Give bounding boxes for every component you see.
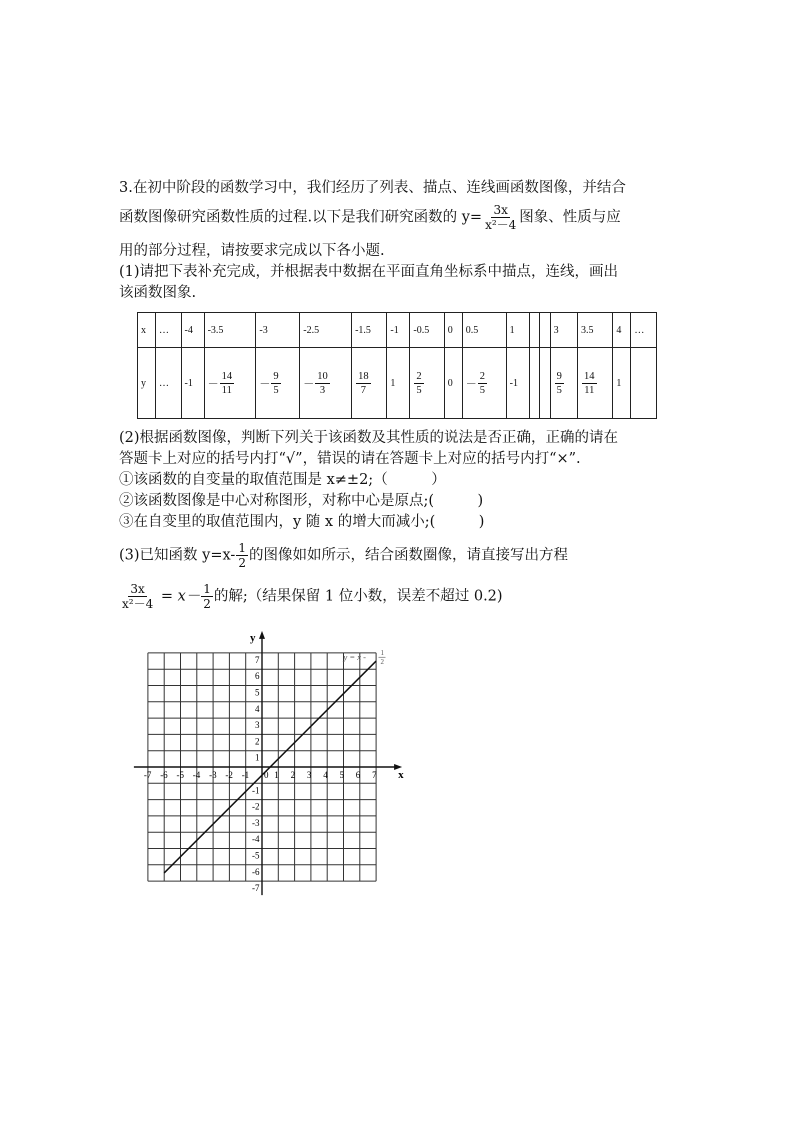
cell-fraction-num: 18 xyxy=(358,370,369,382)
x-tick-label: -3 xyxy=(209,770,217,780)
table-cell-x: -3.5 xyxy=(204,313,256,348)
y-axis-label: y xyxy=(250,631,256,644)
y-tick-label: -3 xyxy=(252,817,260,828)
part2-line2: 答题卡上对应的括号内打“√”，错误的请在答题卡上对应的括号内打“×”. xyxy=(119,451,581,467)
table-cell-x: -0.5 xyxy=(410,313,444,348)
minus-sign: － xyxy=(303,378,315,390)
x-axis-label: x xyxy=(398,769,404,781)
table-cell-y: -1 xyxy=(181,348,204,419)
y-tick-label: 5 xyxy=(255,687,260,698)
half-num: 1 xyxy=(238,541,246,555)
x-tick-label: -6 xyxy=(160,770,168,780)
cell-fraction-num: 14 xyxy=(221,370,233,382)
y-tick-label: -1 xyxy=(252,785,260,796)
cell-fraction-num: 9 xyxy=(273,370,279,382)
minus-sign: － xyxy=(259,378,271,390)
x-tick-label: -1 xyxy=(241,770,250,780)
eq-den: x²－4 xyxy=(122,597,154,611)
y-tick-label: -7 xyxy=(252,883,260,894)
table-cell-x: 3 xyxy=(550,313,577,348)
cell-fraction-den: 5 xyxy=(479,384,485,396)
cell-fraction-den: 5 xyxy=(273,384,279,396)
y-tick-label: 4 xyxy=(255,703,260,714)
half-den: 2 xyxy=(238,556,246,570)
cell-fraction-num: 9 xyxy=(556,370,562,382)
x-tick-label: -5 xyxy=(176,770,184,780)
table-cell-y: 0 xyxy=(444,348,462,419)
y-tick-label: -6 xyxy=(252,866,260,877)
axes xyxy=(134,631,404,895)
x-tick-label: -4 xyxy=(192,770,201,780)
intro-text-b: 图象、性质与应 xyxy=(519,209,621,226)
cell-fraction-num: 2 xyxy=(479,370,485,382)
table-cell-x: -1 xyxy=(387,313,410,348)
series xyxy=(164,649,385,873)
y-tick-label: 3 xyxy=(255,720,260,731)
part1-line1: (1)请把下表补充完成，并根据表中数据在平面直角坐标系中描点，连线，画出 xyxy=(119,264,619,280)
origin-label: 0 xyxy=(264,770,269,780)
part3-text-a: (3)已知函数 y=x- xyxy=(119,547,236,564)
table-cell-x: -2.5 xyxy=(300,313,352,348)
problem-intro-line3: 用的部分过程，请按要求完成以下各小题. xyxy=(119,243,385,259)
x-tick-label: 6 xyxy=(355,770,361,780)
fraction-denominator: x²－4 xyxy=(485,218,517,232)
table-cell-y: -1 xyxy=(506,348,529,419)
table-cell-x: -4 xyxy=(181,313,204,348)
table-cell-x: … xyxy=(156,313,182,348)
table-cell-x: -3 xyxy=(256,313,300,348)
series-label-num: 1 xyxy=(380,649,384,658)
equation-mid: = x－ xyxy=(160,588,201,605)
x-tick-label: 4 xyxy=(323,770,328,780)
table-cell-x: 0 xyxy=(444,313,462,348)
table-cell-x: 4 xyxy=(613,313,631,348)
x-tick-label: -7 xyxy=(143,770,152,780)
table-cell-x: 3.5 xyxy=(578,313,613,348)
x-tick-label: 2 xyxy=(290,770,296,780)
cell-fraction-num: 2 xyxy=(416,370,422,382)
table-cell-x: -1.5 xyxy=(352,313,387,348)
y-tick-label: 6 xyxy=(255,671,260,682)
cell-fraction-den: 11 xyxy=(584,384,595,396)
x-tick-label: 5 xyxy=(339,770,344,780)
part1-line2: 该函数图象. xyxy=(119,285,197,301)
y-tick-label: 7 xyxy=(255,654,260,665)
fraction-numerator: 3x xyxy=(493,203,508,217)
table-cell-x: 1 xyxy=(506,313,529,348)
cell-fraction-num: 10 xyxy=(317,370,328,382)
cell-fraction-num: 14 xyxy=(584,370,595,382)
intro-text-a: 函数图像研究函数性质的过程.以下是我们研究函数的 y= xyxy=(119,209,483,226)
cell-fraction-den: 11 xyxy=(221,384,232,396)
table-cell-y: y xyxy=(138,348,156,419)
x-tick-label: -2 xyxy=(225,770,233,780)
x-tick-label: 7 xyxy=(372,770,377,780)
minus-sign: － xyxy=(207,378,219,390)
eq-half-num: 1 xyxy=(203,582,211,596)
table-cell-y: 1 xyxy=(613,348,631,419)
statement-1: ①该函数的自变量的取值范围是 x≠±2;（ ） xyxy=(119,472,446,488)
cell-fraction-den: 5 xyxy=(416,384,422,396)
series-label-den: 2 xyxy=(380,658,384,667)
x-tick-label: 1 xyxy=(274,770,279,780)
cell-fraction-den: 5 xyxy=(556,384,562,396)
y-tick-label: -5 xyxy=(252,850,260,861)
table-cell-x: x xyxy=(138,313,156,348)
y-axis-arrow xyxy=(259,631,265,639)
cell-fraction-den: 7 xyxy=(360,384,366,396)
x-tick-label: 3 xyxy=(306,770,312,780)
statement-3: ③在自变里的取值范围内，y 随 x 的增大而减小;( ) xyxy=(119,514,485,530)
table-cell-y: … xyxy=(156,348,182,419)
y-tick-label: 1 xyxy=(255,752,260,763)
y-tick-label: -2 xyxy=(252,801,260,812)
part3-text-c: 的解;（结果保留 1 位小数，误差不超过 0.2) xyxy=(213,588,503,605)
y-tick-label: 2 xyxy=(255,736,260,747)
minus-sign: － xyxy=(465,378,477,390)
problem-intro-line1: 3.在初中阶段的函数学习中，我们经历了列表、描点、连线画函数图像，并结合 xyxy=(119,180,626,196)
eq-num: 3x xyxy=(130,582,145,596)
statement-2: ②该函数图像是中心对称图形，对称中心是原点;( ) xyxy=(119,493,484,509)
part2-line1: (2)根据函数图像，判断下列关于该函数及其性质的说法是否正确，正确的请在 xyxy=(119,430,619,446)
y-tick-label: -4 xyxy=(252,834,260,845)
eq-half-den: 2 xyxy=(203,597,211,611)
table-cell-x: 0.5 xyxy=(462,313,506,348)
table-cell-x: … xyxy=(631,313,657,348)
table-cell-y: 1 xyxy=(387,348,410,419)
cell-fraction-den: 3 xyxy=(319,384,326,396)
series-label: y = x - xyxy=(343,652,366,663)
part3-text-b: 的图像如如所示，结合函数圈像，请直接写出方程 xyxy=(248,547,568,564)
